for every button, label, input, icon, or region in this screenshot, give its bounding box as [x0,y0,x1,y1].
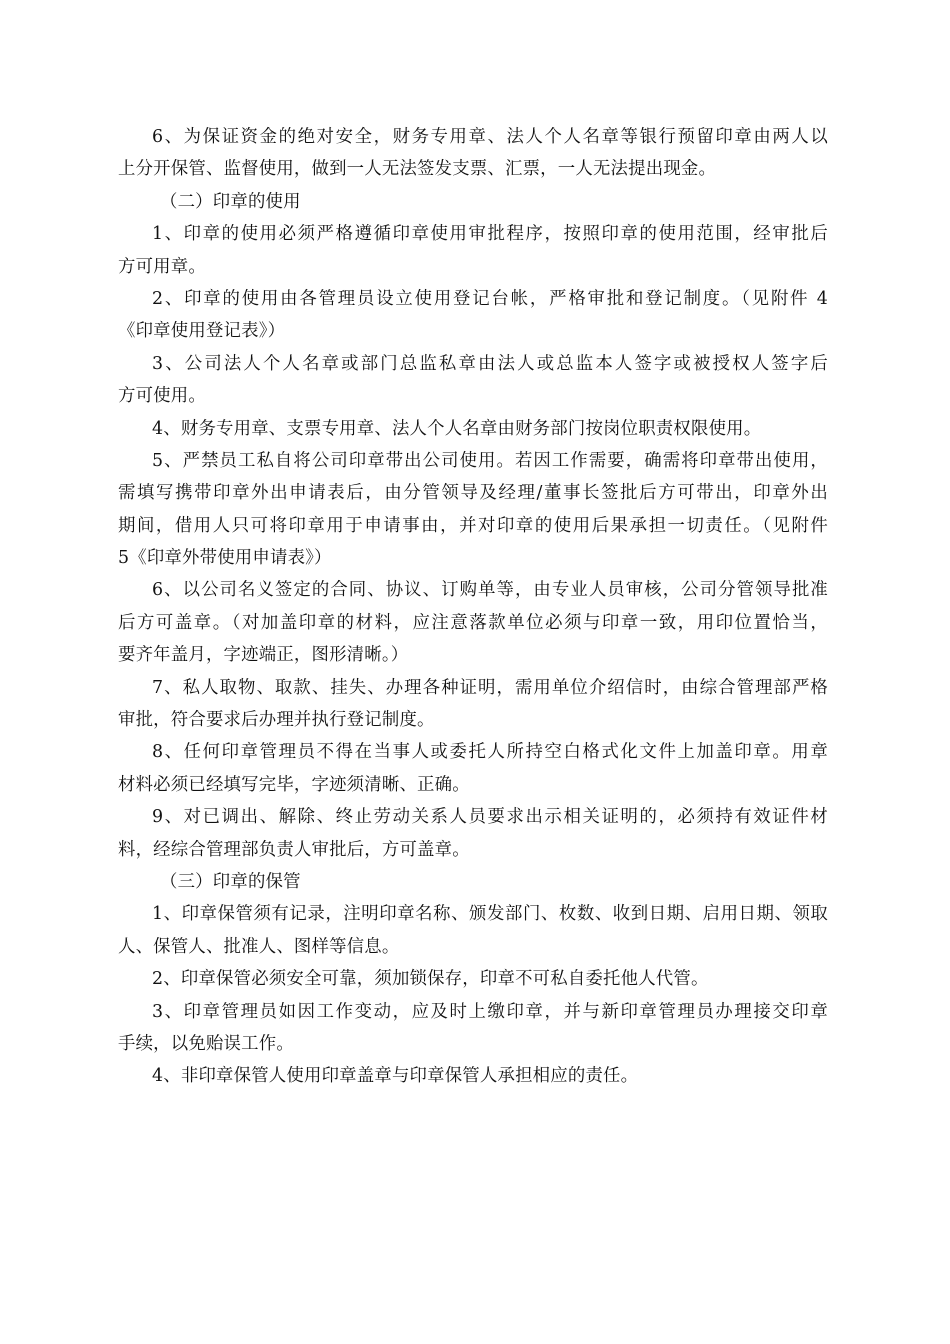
paragraph-line: 6、以公司名义签定的合同、协议、订购单等，由专业人员审核，公司分管领导批准 [152,580,828,601]
paragraph-line: 期间，借用人只可将印章用于申请事由，并对印章的使用后果承担一切责任。（见附件 [118,515,828,536]
paragraph-line: 5、严禁员工私自将公司印章带出公司使用。若因工作需要，确需将印章带出使用， [152,450,828,471]
paragraph-line: 1、印章的使用必须严格遵循印章使用审批程序，按照印章的使用范围，经审批后 [152,224,828,245]
paragraph-line: 3、印章管理员如因工作变动，应及时上缴印章，并与新印章管理员办理接交印章 [152,1001,828,1022]
paragraph-line: 6、为保证资金的绝对安全，财务专用章、法人个人名章等银行预留印章由两人以 [152,127,828,147]
paragraph-line: 料，经综合管理部负责人审批后，方可盖章。 [118,839,470,860]
paragraph-line: 2、印章保管必须安全可靠，须加锁保存，印章不可私自委托他人代管。 [152,969,709,990]
paragraph-line: 4、非印章保管人使用印章盖章与印章保管人承担相应的责任。 [152,1066,639,1087]
paragraph-line: 要齐年盖月，字迹端正，图形清晰。） [118,645,409,666]
paragraph-line: 需填写携带印章外出申请表后，由分管领导及经理/董事长签批后方可带出，印章外出 [118,483,828,504]
paragraph-line: 5《印章外带使用申请表》） [118,548,332,569]
paragraph-line: 3、公司法人个人名章或部门总监私章由法人或总监本人签字或被授权人签字后 [152,353,828,374]
document-page [118,121,828,1093]
paragraph-line: 审批，符合要求后办理并执行登记制度。 [118,710,435,731]
paragraph-line: 上分开保管、监督使用，做到一人无法签发支票、汇票，一人无法提出现金。 [118,159,717,180]
paragraph-line: 人、保管人、批准人、图样等信息。 [118,936,400,957]
paragraph-line: 后方可盖章。（对加盖印章的材料，应注意落款单位必须与印章一致，用印位置恰当， [118,612,828,633]
paragraph-line: 2、印章的使用由各管理员设立使用登记台帐，严格审批和登记制度。（见附件 4 [152,288,828,309]
paragraph-line: 材料必须已经填写完毕，字迹须清晰、正确。 [118,774,470,795]
paragraph-line: 7、私人取物、取款、挂失、办理各种证明，需用单位介绍信时，由综合管理部严格 [152,677,828,698]
paragraph-line: 1、印章保管须有记录，注明印章名称、颁发部门、枚数、收到日期、启用日期、领取 [152,904,828,925]
section-heading: （三）印章的保管 [160,871,301,892]
paragraph-line: 方可使用。 [118,386,206,407]
paragraph-line: 4、财务专用章、支票专用章、法人个人名章由财务部门按岗位职责权限使用。 [152,418,762,439]
paragraph-line: 8、任何印章管理员不得在当事人或委托人所持空白格式化文件上加盖印章。用章 [152,742,828,763]
paragraph-line: 《印章使用登记表》） [118,321,286,342]
paragraph-line: 方可用章。 [118,256,206,277]
paragraph-line: 手续，以免贻误工作。 [118,1033,294,1054]
section-heading: （二）印章的使用 [160,191,301,212]
paragraph-line: 9、对已调出、解除、终止劳动关系人员要求出示相关证明的，必须持有效证件材 [152,807,828,828]
